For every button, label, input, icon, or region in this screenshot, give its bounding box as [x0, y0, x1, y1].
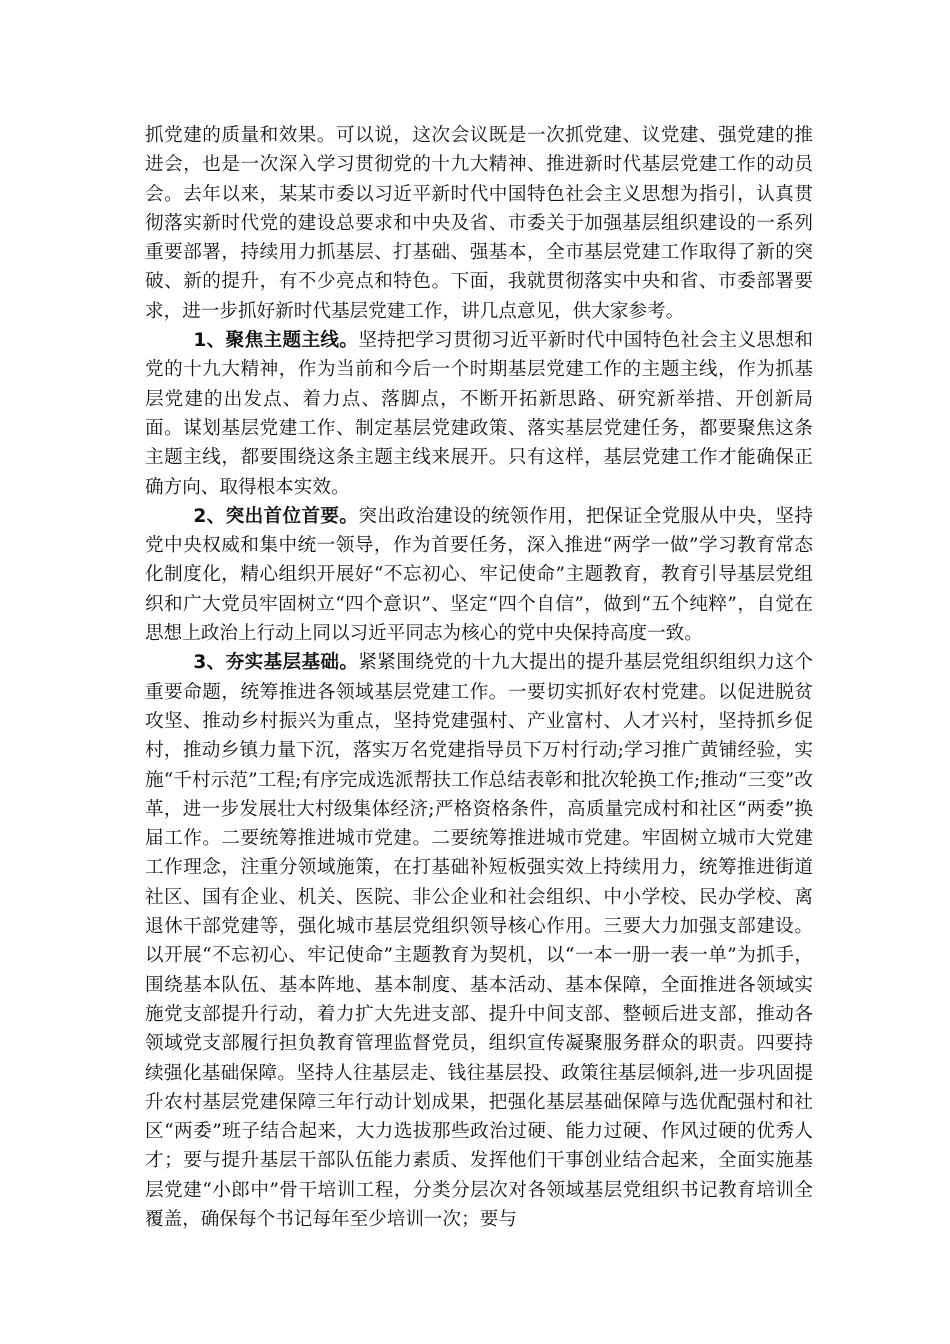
section-body-3: 紧紧围绕党的十九大提出的提升基层党组织组织力这个重要命题，统筹推进各领域基层党建工作。一要切实抓好农村党建。以促进脱贫攻坚、推动乡村振兴为重点，坚持党建强村、产业富村、人才兴村，坚持抓乡促村，推动乡镇力量下沉，落实万名党建指导员下万村行动;学习推广黄铺经验，实施“千村示范”工程;有序完成选派帮扶工作总结表彰和批次轮换工作;推动“三变”改革，进一步发展壮大村级集体经济;严格资格条件，高质量完成村和社区“两委”换届工作。二要统筹推进城市党建。二要统筹推进城市党建。牢固树立城市大党建工作理念，注重分领域施策，在打基础补短板强实效上持续用力，统筹推进街道社区、国有企业、机关、医院、非公企业和社会组织、中小学校、民办学校、离退休干部党建等，强化城市基层党组织领导核心作用。三要大力加强支部建设。以开展“不忘初心、牢记使命”主题教育为契机，以“一本一册一表一单”为抓手，围绕基本队伍、基本阵地、基本制度、基本活动、基本保障，全面推进各领域实施党支部提升行动，着力扩大先进支部、提升中间支部、整顿后进支部，推动各领域党支部履行担负教育管理监督党员，组织宣传凝聚服务群众的职责。四要持续强化基础保障。坚持人往基层走、钱往基层投、政策往基层倾斜,进一步巩固提升农村基层党建保障三年行动计划成果，把强化基层基础保障与选优配强村和社区“两委”班子结合起来，大力选拔那些政治过硬、能力过硬、作风过硬的优秀人才；要与提升基层干部队伍能力素质、发挥他们干事创业结合起来，全面实施基层党建“小郎中”骨干培训工程，分类分层次对各领域基层党组织书记教育培训全覆盖，确保每个书记每年至少培训一次；要与	[145, 652, 813, 1230]
section-body-1: 坚持把学习贯彻习近平新时代中国特色社会主义思想和党的十九大精神，作为当前和今后一个时期基层党建工作的主题主线，作为抓基层党建的出发点、着力点、落脚点，不断开拓新思路、研究新举措、开创新局面。谋划基层党建工作、制定基层党建政策、落实基层党建任务，都要聚焦这条主题主线，都要围绕这条主题主线来展开。只有这样，基层党建工作才能确保正确方向、取得根本实效。	[145, 330, 813, 498]
section-heading-2: 2、突出首位首要。	[193, 505, 359, 527]
section-paragraph-2	[145, 502, 813, 648]
intro-paragraph: 抓党建的质量和效果。可以说，这次会议既是一次抓党建、议党建、强党建的推进会，也是一次深入学习贯彻党的十九大精神、推进新时代基层党建工作的动员会。去年以来，某某市委以习近平新时代中国特色社会主义思想为指引，认真贯彻落实新时代党的建设总要求和中央及省、市委关于加强基层组织建设的一系列重要部署，持续用力抓基层、打基础、强基本，全市基层党建工作取得了新的突破、新的提升，有不少亮点和特色。下面，我就贯彻落实中央和省、市委部署要求，进一步抓好新时代基层党建工作，讲几点意见，供大家参考。	[145, 125, 813, 322]
section-heading-1: 1、聚焦主题主线。	[193, 330, 359, 352]
section-body-2: 突出政治建设的统领作用，把保证全党服从中央，坚持党中央权威和集中统一领导，作为首要任务，深入推进“两学一做”学习教育常态化制度化，精心组织开展好“不忘初心、牢记使命”主题教育，教育引导基层党组织和广大党员牢固树立“四个意识”、坚定“四个自信”，做到“五个纯粹”，自觉在思想上政治上行动上同以习近平同志为核心的党中央保持高度一致。	[145, 505, 813, 645]
section-paragraph-3	[145, 648, 813, 1234]
section-heading-3: 3、夯实基层基础。	[193, 652, 359, 674]
section-paragraph-1	[145, 326, 813, 502]
document-page	[145, 121, 813, 1234]
